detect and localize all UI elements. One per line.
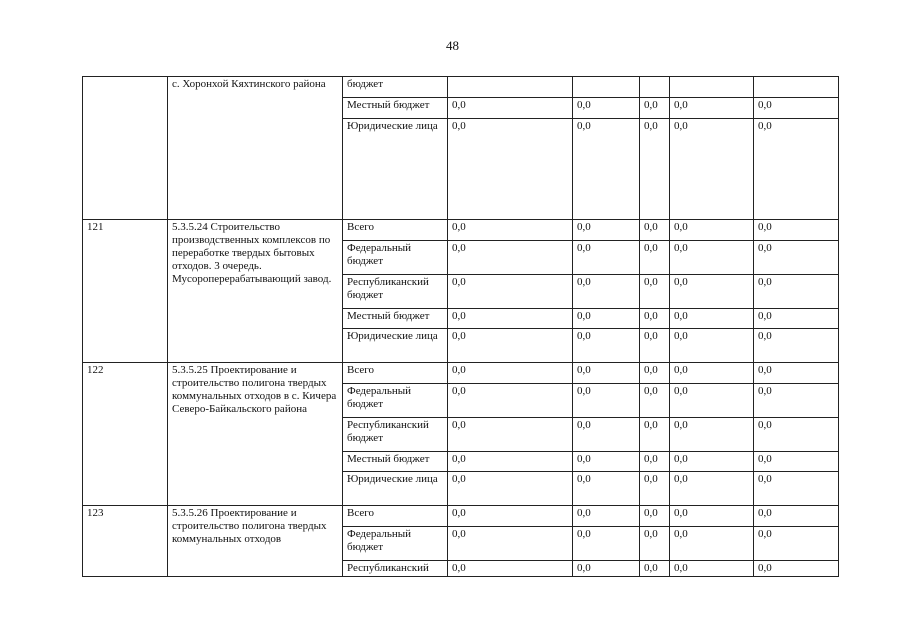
value-cell: 0,0 (573, 452, 640, 472)
activity-title: с. Хоронхой Кяхтинского района (168, 77, 343, 220)
value-cell: 0,0 (754, 220, 839, 241)
funding-source: Местный бюджет (343, 98, 448, 119)
value-cell: 0,0 (754, 98, 839, 119)
value-cell: 0,0 (754, 119, 839, 220)
value-cell: 0,0 (670, 119, 754, 220)
value-cell: 0,0 (670, 384, 754, 418)
funding-source: Местный бюджет (343, 452, 448, 472)
value-cell: 0,0 (670, 275, 754, 309)
value-cell: 0,0 (670, 98, 754, 119)
funding-source: Местный бюджет (343, 309, 448, 329)
value-cell: 0,0 (573, 309, 640, 329)
value-cell: 0,0 (670, 527, 754, 561)
value-cell: 0,0 (640, 220, 670, 241)
value-cell: 0,0 (573, 384, 640, 418)
value-cell: 0,0 (670, 363, 754, 384)
value-cell (448, 77, 573, 98)
value-cell: 0,0 (640, 527, 670, 561)
funding-source: Федеральный бюджет (343, 384, 448, 418)
value-cell: 0,0 (754, 329, 839, 363)
funding-source: бюджет (343, 77, 448, 98)
value-cell: 0,0 (640, 309, 670, 329)
value-cell: 0,0 (448, 561, 573, 577)
value-cell: 0,0 (448, 418, 573, 452)
value-cell: 0,0 (448, 119, 573, 220)
value-cell: 0,0 (573, 561, 640, 577)
activity-title: 5.3.5.26 Проектирование и строительство полигона твердых коммунальных отходов (168, 506, 343, 577)
row-number (83, 77, 168, 220)
value-cell: 0,0 (640, 452, 670, 472)
value-cell: 0,0 (640, 329, 670, 363)
table-row (83, 220, 839, 241)
value-cell: 0,0 (754, 309, 839, 329)
value-cell: 0,0 (670, 241, 754, 275)
value-cell: 0,0 (573, 119, 640, 220)
value-cell: 0,0 (573, 472, 640, 506)
value-cell: 0,0 (640, 384, 670, 418)
value-cell: 0,0 (573, 98, 640, 119)
value-cell: 0,0 (754, 241, 839, 275)
value-cell: 0,0 (573, 418, 640, 452)
value-cell: 0,0 (754, 506, 839, 527)
value-cell: 0,0 (670, 309, 754, 329)
value-cell: 0,0 (640, 275, 670, 309)
value-cell: 0,0 (448, 384, 573, 418)
value-cell: 0,0 (670, 452, 754, 472)
value-cell: 0,0 (754, 384, 839, 418)
funding-source: Федеральный бюджет (343, 527, 448, 561)
value-cell (670, 77, 754, 98)
funding-source: Юридические лица (343, 329, 448, 363)
value-cell: 0,0 (754, 527, 839, 561)
value-cell: 0,0 (670, 506, 754, 527)
value-cell: 0,0 (754, 363, 839, 384)
value-cell: 0,0 (448, 506, 573, 527)
value-cell: 0,0 (640, 506, 670, 527)
value-cell: 0,0 (448, 452, 573, 472)
value-cell: 0,0 (448, 472, 573, 506)
value-cell (754, 77, 839, 98)
table-row (83, 363, 839, 384)
activity-title: 5.3.5.24 Строительство производственных комплексов по переработке твердых бытовых отходов. 3 очередь. Мусороперерабатывающий завод. (168, 220, 343, 363)
row-number: 123 (83, 506, 168, 577)
value-cell: 0,0 (640, 561, 670, 577)
page-number: 48 (446, 38, 459, 53)
value-cell: 0,0 (448, 309, 573, 329)
value-cell: 0,0 (670, 220, 754, 241)
value-cell: 0,0 (448, 98, 573, 119)
value-cell: 0,0 (754, 472, 839, 506)
budget-table (82, 76, 839, 577)
value-cell: 0,0 (640, 241, 670, 275)
funding-source: Юридические лица (343, 119, 448, 220)
value-cell: 0,0 (640, 119, 670, 220)
funding-source: Республиканский бюджет (343, 275, 448, 309)
value-cell: 0,0 (448, 527, 573, 561)
value-cell: 0,0 (754, 418, 839, 452)
value-cell: 0,0 (448, 363, 573, 384)
value-cell (573, 77, 640, 98)
value-cell: 0,0 (573, 527, 640, 561)
value-cell: 0,0 (640, 418, 670, 452)
value-cell: 0,0 (754, 561, 839, 577)
value-cell: 0,0 (573, 241, 640, 275)
value-cell: 0,0 (448, 275, 573, 309)
funding-source: Республиканский бюджет (343, 418, 448, 452)
value-cell: 0,0 (670, 418, 754, 452)
value-cell: 0,0 (573, 220, 640, 241)
value-cell: 0,0 (754, 275, 839, 309)
value-cell: 0,0 (448, 220, 573, 241)
value-cell: 0,0 (670, 329, 754, 363)
value-cell (640, 77, 670, 98)
value-cell: 0,0 (573, 275, 640, 309)
funding-source: Всего (343, 363, 448, 384)
value-cell: 0,0 (670, 472, 754, 506)
value-cell: 0,0 (573, 329, 640, 363)
activity-title: 5.3.5.25 Проектирование и строительство полигона твердых коммунальных отходов в с. Кичера Северо-Байкальского района (168, 363, 343, 506)
value-cell: 0,0 (640, 98, 670, 119)
funding-source: Юридические лица (343, 472, 448, 506)
value-cell: 0,0 (640, 472, 670, 506)
value-cell: 0,0 (670, 561, 754, 577)
row-number: 122 (83, 363, 168, 506)
table-row (83, 506, 839, 527)
value-cell: 0,0 (448, 241, 573, 275)
value-cell: 0,0 (573, 506, 640, 527)
value-cell: 0,0 (754, 452, 839, 472)
row-number: 121 (83, 220, 168, 363)
funding-source: Федеральный бюджет (343, 241, 448, 275)
table-row (83, 77, 839, 98)
funding-source: Республиканский (343, 561, 448, 577)
funding-source: Всего (343, 220, 448, 241)
value-cell: 0,0 (640, 363, 670, 384)
value-cell: 0,0 (448, 329, 573, 363)
value-cell: 0,0 (573, 363, 640, 384)
funding-source: Всего (343, 506, 448, 527)
